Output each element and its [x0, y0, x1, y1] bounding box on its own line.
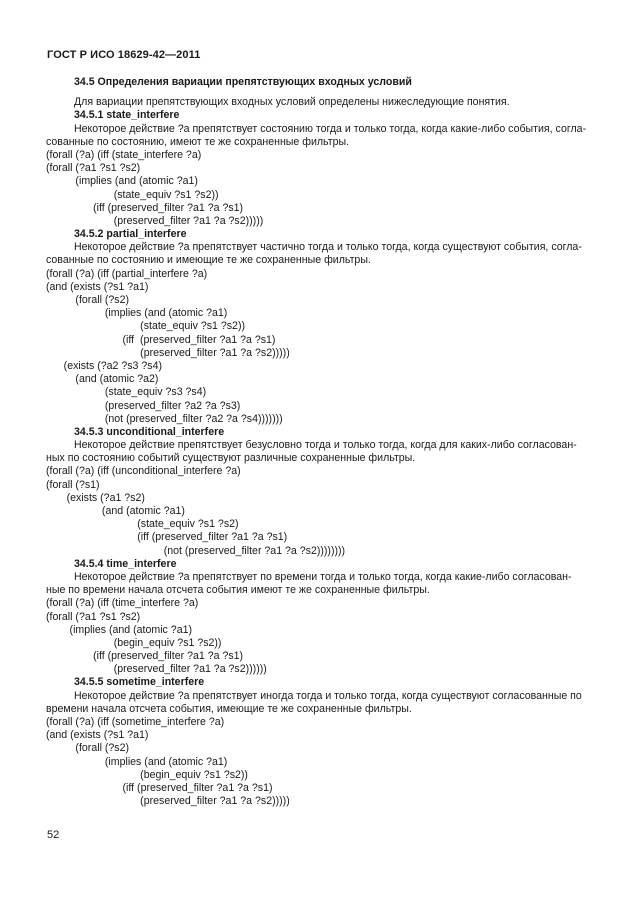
formula-line: (forall (?a) (iff (state_interfere ?a) [46, 148, 202, 161]
formula-line: (exists (?a1 ?s2) [46, 491, 145, 504]
formula-line: (forall (?s2) [46, 294, 130, 307]
document-header: ГОСТ Р ИСО 18629-42—2011 [47, 49, 201, 61]
definition-text-continued: сованные по состоянию, имеют те же сохраненные фильтры. [46, 135, 350, 148]
formula-line: (state_equiv ?s1 ?s2) [46, 518, 239, 531]
formula-line: (forall (?a) (iff (sometime_interfere ?a) [46, 716, 225, 729]
formula-line: (preserved_filter ?a1 ?a ?s2))))) [46, 795, 290, 808]
formula-line: (forall (?a) (iff (unconditional_interfere ?a) [46, 465, 241, 478]
subsection-heading: 34.5.1 state_interfere [74, 109, 180, 122]
formula-line: (preserved_filter ?a1 ?a ?s2))))) [46, 214, 264, 227]
formula-line: (iff (preserved_filter ?a1 ?a ?s1) [46, 531, 288, 544]
formula-line: (state_equiv ?s3 ?s4) [46, 386, 207, 399]
page-number: 52 [47, 829, 60, 841]
definition-text: Некоторое действие ?a препятствует состоянию тогда и только тогда, когда какие-либо события, согла- [74, 122, 587, 135]
formula-line: (forall (?s2) [46, 742, 130, 755]
formula-line: (implies (and (atomic ?a1) [46, 175, 198, 188]
formula-line: (iff (preserved_filter ?a1 ?a ?s1) [46, 201, 244, 214]
subsection-heading: 34.5.5 sometime_interfere [74, 676, 205, 689]
definition-text-continued: ных по состоянию событий существуют различные сохраненные фильтры. [46, 452, 416, 465]
formula-line: (preserved_filter ?a2 ?a ?s3) [46, 399, 241, 412]
definition-text-continued: времени начала отсчета события, имеющие те же сохраненные фильтры. [46, 702, 412, 715]
formula-line: (begin_equiv ?s1 ?s2)) [46, 768, 248, 781]
formula-line: (implies (and (atomic ?a1) [46, 623, 193, 636]
definition-text-continued: сованные по состоянию и имеющие те же сохраненные фильтры. [46, 254, 371, 267]
subsection-heading: 34.5.2 partial_interfere [74, 228, 187, 241]
formula-line: (and (exists (?s1 ?a1) [46, 729, 149, 742]
formula-line: (preserved_filter ?a1 ?a ?s2)))))) [46, 663, 267, 676]
page-body [46, 76, 586, 808]
definition-text: Некоторое действие ?a препятствует по времени тогда и только тогда, когда какие-либо согласован- [74, 570, 572, 583]
formula-line: (forall (?a) (iff (partial_interfere ?a) [46, 267, 208, 280]
definition-text-continued: ные по времени начала отсчета события имеют те же сохраненные фильтры. [46, 584, 430, 597]
formula-line: (implies (and (atomic ?a1) [46, 755, 228, 768]
formula-line: (and (exists (?s1 ?a1) [46, 280, 149, 293]
formula-line: (not (preserved_filter ?a2 ?a ?s4))))))) [46, 412, 283, 425]
formula-line: (begin_equiv ?s1 ?s2)) [46, 636, 222, 649]
definition-text: Некоторое действие ?a препятствует частично тогда и только тогда, когда существуют события, согла- [74, 241, 582, 254]
formula-line: (forall (?a) (iff (time_interfere ?a) [46, 597, 199, 610]
formula-line: (state_equiv ?s1 ?s2)) [46, 320, 246, 333]
formula-line: (not (preserved_filter ?a1 ?a ?s2)))))))) [46, 544, 346, 557]
formula-line: (implies (and (atomic ?a1) [46, 307, 228, 320]
formula-line: (forall (?s1) [46, 478, 100, 491]
formula-line: (iff (preserved_filter ?a1 ?a ?s1) [46, 333, 276, 346]
formula-line: (exists (?a2 ?s3 ?s4) [46, 359, 162, 372]
subsection-heading: 34.5.3 unconditional_interfere [74, 425, 225, 438]
definition-text: Некоторое действие препятствует безусловно тогда и только тогда, когда для каких-либо согласован- [74, 439, 577, 452]
formula-line: (state_equiv ?s1 ?s2)) [46, 188, 219, 201]
subsection-heading: 34.5.4 time_interfere [74, 557, 177, 570]
section-title: 34.5 Определения вариации препятствующих входных условий [74, 76, 412, 88]
formula-line: (iff (preserved_filter ?a1 ?a ?s1) [46, 650, 244, 663]
formula-line: (forall (?a1 ?s1 ?s2) [46, 610, 141, 623]
formula-line: (forall (?a1 ?s1 ?s2) [46, 162, 141, 175]
formula-line: (and (atomic ?a1) [46, 505, 185, 518]
definition-text: Некоторое действие ?a препятствует иногда тогда и только тогда, когда существуют согласованные по [74, 689, 582, 702]
formula-line: (and (atomic ?a2) [46, 373, 159, 386]
formula-line: (preserved_filter ?a1 ?a ?s2))))) [46, 346, 290, 359]
formula-line: (iff (preserved_filter ?a1 ?a ?s1) [46, 781, 273, 794]
intro-paragraph: Для вариации препятствующих входных условий определены нижеследующие понятия. [74, 96, 510, 109]
